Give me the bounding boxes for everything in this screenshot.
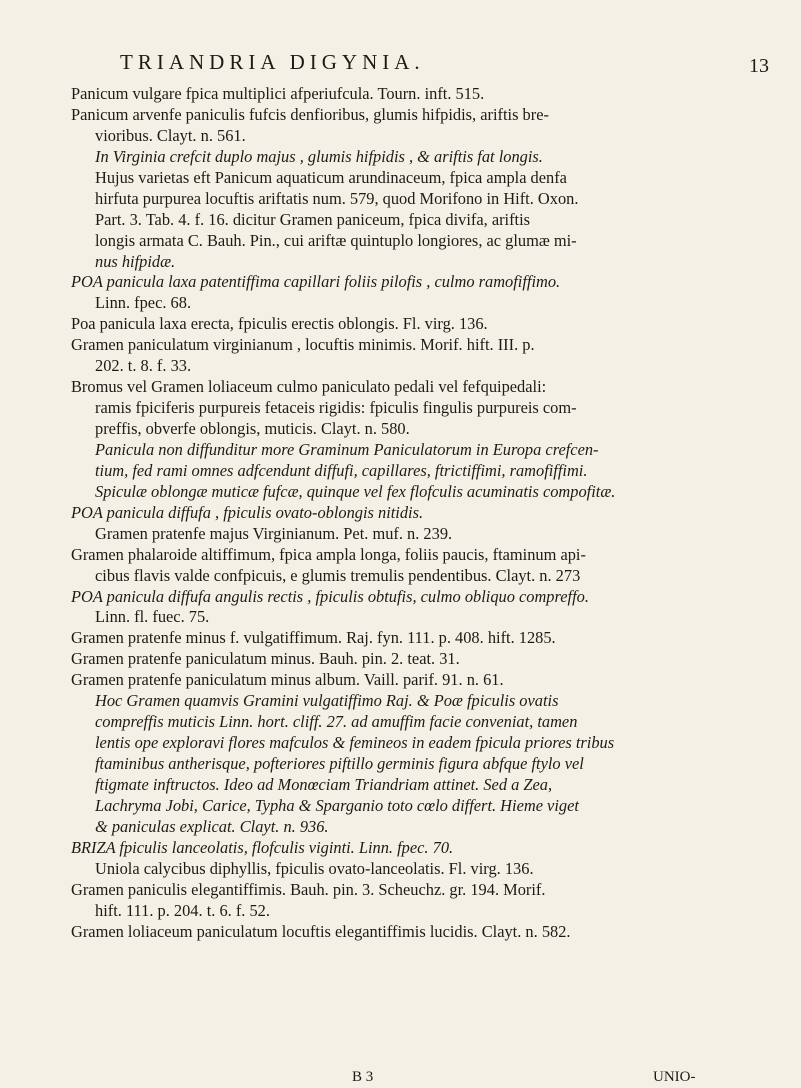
text-line: Uniola calycibus diphyllis, fpiculis ovato-lanceolatis. Fl. virg. 136. (95, 858, 534, 878)
text-line: Panicum vulgare fpica multiplici afperiufcula. Tourn. inft. 515. (71, 84, 485, 103)
text-line: POA panicula laxa patentiffima capillari foliis pilofis , culmo ramofiffimo. (71, 272, 561, 292)
text-line: Part. 3. Tab. 4. f. 16. dicitur Gramen paniceum, fpica divifa, ariftis (95, 209, 531, 229)
main-text (71, 84, 763, 942)
text-line: Lachryma Jobi, Carice, Typha & Sparganio toto cœlo differt. Hieme viget (95, 795, 579, 815)
text-line: Panicula non diffunditur more Graminum Paniculatorum in Europa crefcen- (95, 439, 599, 459)
text-line: ftaminibus antherisque, pofteriores piftillo germinis figura abfque ftylo vel (95, 754, 584, 773)
text-line: & paniculas explicat. Clayt. n. 936. (95, 816, 329, 836)
text-line: hirfuta purpurea locuftis ariftatis num. 579, quod Morifono in Hift. Oxon. (95, 188, 579, 208)
text-line: compreffis muticis Linn. hort. cliff. 27. ad amuffim facie conveniat, tamen (95, 712, 578, 732)
text-line: Gramen pratenfe minus f. vulgatiffimum. Raj. fyn. 111. p. 408. hift. 1285. (71, 628, 556, 648)
text-line: Linn. fpec. 68. (95, 293, 192, 313)
text-line: POA panicula diffufa , fpiculis ovato-oblongis nitidis. (71, 502, 424, 522)
text-line: Gramen phalaroide altiffimum, fpica ampla longa, foliis paucis, ftaminum api- (71, 544, 586, 564)
text-line: Gramen pratenfe majus Virginianum. Pet. muf. n. 239. (95, 523, 453, 543)
text-line: preffis, obverfe oblongis, muticis. Clayt. n. 580. (95, 419, 410, 438)
text-line: Gramen pratenfe paniculatum minus. Bauh. pin. 2. teat. 31. (71, 649, 460, 669)
running-header: TRIANDRIA DIGYNIA. (120, 50, 425, 74)
text-line: Gramen paniculis elegantiffimis. Bauh. pin. 3. Scheuchz. gr. 194. Morif. (71, 879, 546, 899)
text-line: BRIZA fpiculis lanceolatis, flofculis viginti. Linn. fpec. 70. (71, 837, 454, 857)
text-line: longis armata C. Bauh. Pin., cui ariftæ quintuplo longiores, ac glumæ mi- (95, 230, 577, 250)
text-line: Gramen paniculatum virginianum , locuftis minimis. Morif. hift. III. p. (71, 335, 535, 355)
text-line: lentis ope exploravi flores mafculos & femineos in eadem fpicula priores tribus (95, 733, 615, 753)
text-line: ftigmate inftructos. Ideo ad Monœciam Triandriam attinet. Sed a Zea, (95, 774, 553, 794)
text-line: cibus flavis valde confpicuis, e glumis tremulis pendentibus. Clayt. n. 273 (95, 565, 581, 585)
text-line: vioribus. Clayt. n. 561. (95, 125, 246, 145)
text-line: Hoc Gramen quamvis Gramini vulgatiffimo Raj. & Poæ fpiculis ovatis (95, 691, 559, 711)
text-line: tium, fed rami omnes adfcendunt diffufi, capillares, ftrictiffimi, ramofiffimi. (95, 460, 588, 480)
text-line: hift. 111. p. 204. t. 6. f. 52. (95, 900, 270, 920)
page-number: 13 (749, 55, 769, 77)
text-line: ramis fpiciferis purpureis fetaceis rigidis: fpiculis fingulis purpureis com- (95, 398, 577, 418)
text-line: Linn. fl. fuec. 75. (95, 607, 210, 627)
text-line: Gramen pratenfe paniculatum minus album. Vaill. parif. 91. n. 61. (71, 670, 504, 690)
text-line: Poa panicula laxa erecta, fpiculis erectis oblongis. Fl. virg. 136. (71, 314, 488, 334)
text-line: 202. t. 8. f. 33. (95, 356, 192, 376)
text-line: Panicum arvenfe paniculis fufcis denfioribus, glumis hifpidis, ariftis bre- (71, 104, 549, 124)
signature-mark: B 3 (352, 1069, 374, 1085)
text-line: Hujus varietas eft Panicum aquaticum arundinaceum, fpica ampla denfa (95, 167, 567, 187)
text-line: Spiculæ oblongæ muticæ fufcæ, quinque vel fex flofculis acuminatis compofitæ. (95, 481, 616, 501)
text-line: In Virginia crefcit duplo majus , glumis hifpidis , & ariftis fat longis. (95, 146, 543, 166)
catchword: UNIO- (653, 1069, 696, 1085)
text-line: nus hifpidæ. (95, 251, 176, 271)
text-line: Gramen loliaceum paniculatum locuftis elegantiffimis lucidis. Clayt. n. 582. (71, 921, 571, 941)
text-line: POA panicula diffufa angulis rectis , fpiculis obtufis, culmo obliquo compreffo. (71, 586, 589, 606)
text-line: Bromus vel Gramen loliaceum culmo paniculato pedali vel fefquipedali: (71, 377, 547, 397)
